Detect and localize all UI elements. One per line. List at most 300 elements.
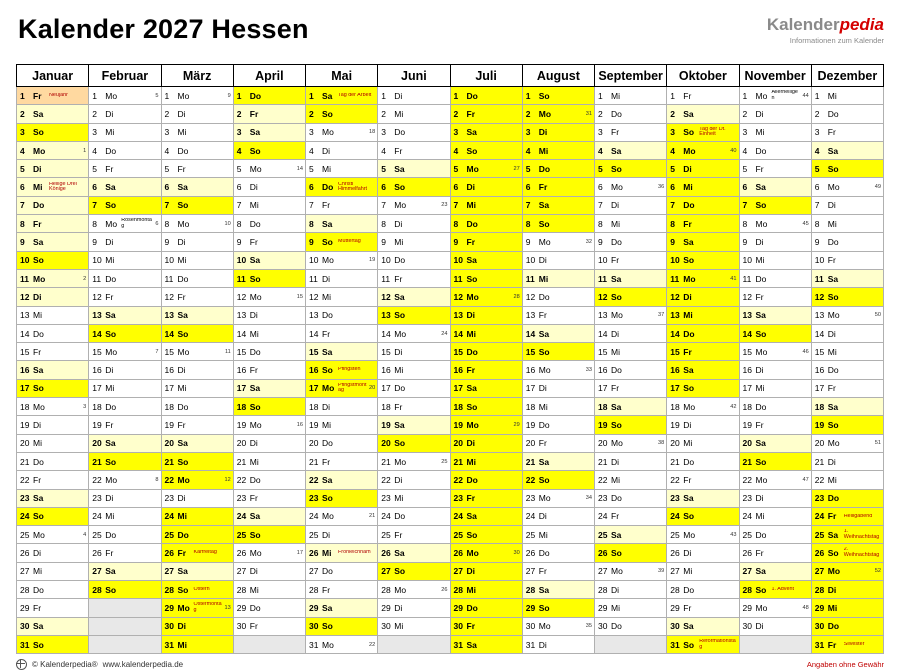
day-weekday: So (177, 200, 189, 211)
day-weekday: Mi (394, 493, 404, 504)
day-number: 25 (742, 529, 752, 540)
day-number: 1 (92, 90, 97, 101)
day-number: 14 (92, 328, 102, 339)
day-weekday: Fr (33, 218, 42, 229)
day-cell (522, 105, 594, 123)
day-cell (522, 398, 594, 416)
day-weekday: Sa (466, 127, 477, 138)
day-cell (17, 141, 89, 159)
day-number: 5 (20, 163, 25, 174)
day-row (17, 269, 884, 287)
week-number: 47 (802, 476, 809, 483)
day-number: 27 (453, 566, 463, 577)
day-row (17, 507, 884, 525)
day-weekday: Sa (105, 310, 116, 321)
day-row (17, 361, 884, 379)
day-weekday: Fr (611, 127, 620, 138)
day-number: 22 (236, 474, 247, 485)
day-weekday: Mo (683, 145, 696, 156)
day-weekday: So (322, 493, 333, 504)
day-weekday: Sa (33, 108, 44, 119)
day-cell (811, 160, 883, 178)
day-number: 1 (236, 90, 242, 101)
day-number: 17 (92, 383, 102, 394)
day-cell (450, 507, 522, 525)
holiday-note: Ostermontag (193, 602, 222, 613)
day-cell (595, 233, 667, 251)
day-cell (161, 269, 233, 287)
day-cell (450, 215, 522, 233)
day-cell (233, 160, 305, 178)
day-cell (667, 471, 739, 489)
day-weekday: Di (33, 163, 42, 174)
day-weekday: Do (249, 346, 261, 357)
day-weekday: Fr (683, 218, 692, 229)
day-weekday: Sa (33, 237, 44, 248)
day-cell (667, 507, 739, 525)
day-weekday: Mi (611, 474, 620, 485)
day-number: 13 (236, 310, 247, 321)
day-cell (667, 269, 739, 287)
week-number: 22 (369, 641, 376, 648)
day-cell (667, 123, 739, 141)
day-weekday: So (33, 127, 44, 138)
day-weekday: Do (394, 127, 406, 138)
day-weekday: So (466, 273, 478, 284)
day-number: 22 (525, 474, 536, 485)
day-number: 24 (453, 511, 463, 522)
day-number: 10 (453, 255, 463, 266)
day-cell (522, 160, 594, 178)
day-cell (667, 379, 739, 397)
day-weekday: Mo (394, 456, 407, 467)
day-number: 11 (814, 273, 824, 284)
day-number: 1 (814, 90, 820, 101)
day-cell (667, 434, 739, 452)
day-weekday: Sa (755, 566, 766, 577)
day-cell (450, 581, 522, 599)
day-number: 31 (453, 639, 463, 650)
day-cell (306, 141, 378, 159)
day-number: 22 (670, 474, 680, 485)
week-number: 3 (83, 403, 87, 410)
day-cell (89, 160, 161, 178)
day-weekday: Sa (538, 200, 550, 211)
day-number: 12 (598, 291, 608, 302)
day-weekday: So (249, 145, 261, 156)
day-number: 17 (742, 383, 752, 394)
day-weekday: Sa (33, 493, 44, 504)
footer-url[interactable]: www.kalenderpedia.de (102, 660, 184, 670)
day-cell (450, 398, 522, 416)
day-number: 2 (814, 108, 820, 119)
day-number: 3 (92, 127, 97, 138)
day-cell (667, 196, 739, 214)
day-cell (450, 526, 522, 544)
day-weekday: Mo (755, 90, 768, 101)
day-number: 4 (670, 145, 675, 156)
day-cell (306, 581, 378, 599)
day-cell (306, 471, 378, 489)
day-cell (17, 215, 89, 233)
week-number: 10 (224, 220, 231, 227)
day-number: 10 (20, 255, 30, 266)
day-cell (595, 269, 667, 287)
day-weekday: So (33, 639, 44, 650)
day-cell (595, 324, 667, 342)
day-row (17, 233, 884, 251)
day-cell (739, 196, 811, 214)
day-weekday: Di (827, 584, 837, 595)
day-cell (739, 160, 811, 178)
day-cell (17, 599, 89, 617)
day-cell (450, 617, 522, 635)
day-row (17, 196, 884, 214)
day-cell (450, 105, 522, 123)
week-number: 34 (585, 495, 592, 502)
day-number: 11 (381, 273, 391, 284)
day-weekday: Do (322, 566, 333, 577)
day-cell (378, 324, 450, 342)
day-weekday: Sa (33, 365, 44, 376)
empty-cell (89, 635, 161, 653)
day-cell (306, 160, 378, 178)
day-number: 3 (742, 127, 748, 138)
calendar-grid (16, 64, 884, 654)
day-number: 23 (381, 493, 391, 504)
month-header-1: Januar (17, 65, 89, 87)
day-weekday: So (105, 456, 117, 467)
day-weekday: Mi (827, 346, 837, 357)
day-number: 14 (525, 328, 536, 339)
day-cell (161, 599, 233, 617)
day-cell (811, 251, 883, 269)
brand-block (767, 14, 884, 45)
day-number: 25 (92, 529, 102, 540)
day-number: 4 (453, 145, 459, 156)
day-weekday: Fr (538, 438, 547, 449)
brand-logo (767, 16, 884, 35)
day-weekday: Fr (322, 456, 331, 467)
day-cell (89, 324, 161, 342)
day-cell (667, 544, 739, 562)
week-number: 21 (369, 513, 376, 520)
day-weekday: Fr (394, 273, 403, 284)
day-number: 6 (92, 182, 97, 193)
day-cell (667, 251, 739, 269)
day-weekday: Mo (177, 90, 190, 101)
day-number: 11 (92, 273, 102, 284)
day-cell (378, 178, 450, 196)
day-cell (595, 416, 667, 434)
day-weekday: Di (755, 621, 764, 632)
day-cell (17, 489, 89, 507)
day-cell (17, 562, 89, 580)
day-number: 10 (525, 255, 536, 266)
day-number: 9 (164, 237, 170, 248)
day-number: 15 (164, 346, 174, 357)
day-weekday: Mo (33, 529, 45, 540)
day-number: 14 (309, 328, 319, 339)
day-cell (89, 87, 161, 105)
day-cell (667, 87, 739, 105)
day-weekday: Sa (538, 328, 550, 339)
day-number: 6 (236, 182, 242, 193)
day-weekday: Mi (683, 182, 693, 193)
day-cell (811, 141, 883, 159)
day-weekday: So (538, 346, 550, 357)
day-number: 28 (525, 584, 536, 595)
day-number: 2 (742, 108, 748, 119)
week-number: 48 (802, 604, 809, 611)
brand-suffix: pedia (839, 15, 884, 34)
day-number: 19 (381, 419, 391, 430)
day-number: 24 (381, 511, 391, 522)
day-number: 26 (742, 548, 752, 559)
day-number: 14 (164, 328, 174, 339)
day-cell (161, 526, 233, 544)
day-number: 10 (814, 255, 825, 266)
day-number: 21 (92, 456, 102, 467)
day-weekday: Di (105, 365, 114, 376)
day-number: 7 (20, 200, 25, 211)
day-cell (811, 288, 883, 306)
day-cell (233, 269, 305, 287)
day-weekday: Fr (33, 602, 42, 613)
day-cell (17, 160, 89, 178)
day-weekday: Mo (611, 566, 623, 577)
day-number: 27 (20, 566, 30, 577)
day-weekday: Mo (249, 163, 262, 174)
week-number: 23 (441, 202, 448, 209)
day-number: 4 (742, 145, 748, 156)
day-cell (522, 635, 594, 653)
day-cell (450, 178, 522, 196)
day-cell (17, 617, 89, 635)
day-weekday: Do (827, 365, 839, 376)
day-weekday: Mo (249, 419, 262, 430)
day-weekday: So (827, 291, 839, 302)
week-number: 29 (513, 421, 520, 428)
day-number: 15 (92, 346, 102, 357)
day-cell (233, 141, 305, 159)
day-cell (450, 343, 522, 361)
day-cell (89, 123, 161, 141)
day-number: 27 (525, 566, 536, 577)
week-number: 16 (296, 421, 303, 428)
day-number: 23 (742, 493, 752, 504)
day-weekday: Mo (611, 310, 623, 321)
day-cell (811, 361, 883, 379)
day-weekday: Fr (827, 511, 837, 522)
day-number: 7 (92, 200, 97, 211)
day-weekday: Mo (538, 237, 551, 248)
day-cell (450, 489, 522, 507)
day-weekday: Fr (33, 90, 42, 101)
day-number: 16 (670, 365, 680, 376)
day-cell (450, 434, 522, 452)
day-number: 21 (381, 456, 391, 467)
day-number: 20 (92, 438, 102, 449)
day-number: 28 (742, 584, 752, 595)
week-number: 41 (730, 275, 737, 282)
day-number: 12 (742, 291, 752, 302)
week-number: 8 (155, 476, 159, 483)
day-cell (667, 581, 739, 599)
day-number: 9 (670, 237, 675, 248)
day-number: 7 (742, 200, 748, 211)
day-number: 11 (742, 273, 752, 284)
day-number: 31 (670, 639, 680, 650)
day-number: 13 (453, 310, 463, 321)
day-weekday: Mo (322, 639, 334, 650)
day-number: 30 (236, 621, 247, 632)
month-header-6: Juni (378, 65, 450, 87)
day-weekday: So (611, 548, 622, 559)
day-cell (811, 233, 883, 251)
day-cell (739, 416, 811, 434)
day-weekday: So (394, 566, 406, 577)
day-cell (17, 343, 89, 361)
day-weekday: So (538, 602, 550, 613)
day-weekday: Fr (466, 108, 475, 119)
day-number: 23 (309, 493, 319, 504)
day-number: 17 (814, 383, 825, 394)
day-cell (450, 251, 522, 269)
day-cell (667, 141, 739, 159)
day-weekday: Do (827, 108, 839, 119)
day-cell (811, 452, 883, 470)
day-cell (378, 251, 450, 269)
day-cell (450, 123, 522, 141)
day-cell (522, 269, 594, 287)
day-cell (161, 196, 233, 214)
holiday-note: 1. Advent (771, 586, 794, 592)
brand-name: Kalender (766, 15, 840, 34)
day-weekday: Di (105, 237, 114, 248)
day-cell (306, 306, 378, 324)
day-weekday: Fr (611, 511, 620, 522)
day-weekday: Mi (322, 419, 331, 430)
day-cell (17, 544, 89, 562)
day-number: 12 (236, 291, 247, 302)
day-number: 16 (598, 365, 608, 376)
day-cell (739, 379, 811, 397)
day-number: 4 (309, 145, 314, 156)
day-cell (811, 306, 883, 324)
day-weekday: Mi (33, 182, 43, 193)
day-cell (306, 361, 378, 379)
day-weekday: Di (466, 438, 475, 449)
day-number: 17 (236, 383, 247, 394)
day-weekday: So (538, 90, 550, 101)
day-cell (161, 489, 233, 507)
day-number: 19 (598, 419, 608, 430)
day-weekday: So (538, 218, 550, 229)
day-weekday: Sa (683, 237, 694, 248)
day-cell (378, 434, 450, 452)
day-row (17, 416, 884, 434)
day-number: 12 (20, 291, 30, 302)
day-number: 23 (92, 493, 102, 504)
day-number: 28 (598, 584, 608, 595)
day-cell (378, 507, 450, 525)
day-number: 29 (453, 602, 463, 613)
day-number: 8 (381, 218, 386, 229)
day-number: 4 (236, 145, 242, 156)
day-cell (89, 233, 161, 251)
day-cell (522, 141, 594, 159)
day-number: 27 (381, 566, 391, 577)
week-number: 33 (585, 367, 592, 374)
day-weekday: Sa (105, 182, 116, 193)
day-weekday: Di (538, 639, 547, 650)
day-cell (667, 398, 739, 416)
day-number: 1 (670, 90, 675, 101)
day-cell (595, 215, 667, 233)
day-number: 30 (164, 621, 174, 632)
day-number: 21 (309, 456, 319, 467)
week-number: 51 (874, 440, 881, 447)
day-number: 3 (20, 127, 25, 138)
day-number: 5 (670, 163, 675, 174)
day-row (17, 306, 884, 324)
day-number: 22 (814, 474, 825, 485)
day-number: 24 (598, 511, 608, 522)
day-weekday: Mo (105, 90, 118, 101)
day-weekday: Mi (394, 365, 404, 376)
day-number: 14 (814, 328, 825, 339)
day-number: 2 (670, 108, 675, 119)
holiday-note: Silvester (843, 641, 865, 647)
day-weekday: Fr (466, 237, 475, 248)
day-weekday: Fr (322, 584, 331, 595)
holiday-note: Muttertag (338, 239, 361, 245)
week-number: 35 (585, 623, 592, 630)
day-cell (811, 489, 883, 507)
day-weekday: Do (177, 529, 189, 540)
day-cell (811, 343, 883, 361)
day-number: 16 (742, 365, 752, 376)
day-cell (233, 123, 305, 141)
day-weekday: Do (466, 90, 478, 101)
day-cell (667, 489, 739, 507)
day-weekday: Sa (611, 529, 622, 540)
day-number: 4 (525, 145, 531, 156)
day-cell (306, 599, 378, 617)
day-cell (17, 361, 89, 379)
day-number: 1 (453, 90, 459, 101)
day-cell (522, 87, 594, 105)
day-number: 4 (20, 145, 25, 156)
day-cell (739, 581, 811, 599)
day-cell (450, 471, 522, 489)
day-weekday: Di (322, 401, 331, 412)
day-cell (667, 343, 739, 361)
day-weekday: Di (683, 548, 692, 559)
day-cell (811, 544, 883, 562)
day-cell (378, 544, 450, 562)
day-weekday: So (177, 328, 189, 339)
day-weekday: Fr (249, 365, 258, 376)
month-header-4: April (233, 65, 305, 87)
day-weekday: Mi (394, 108, 404, 119)
day-number: 27 (309, 566, 319, 577)
day-number: 6 (525, 182, 531, 193)
day-number: 9 (525, 237, 531, 248)
day-cell (161, 544, 233, 562)
day-weekday: Mi (611, 90, 620, 101)
